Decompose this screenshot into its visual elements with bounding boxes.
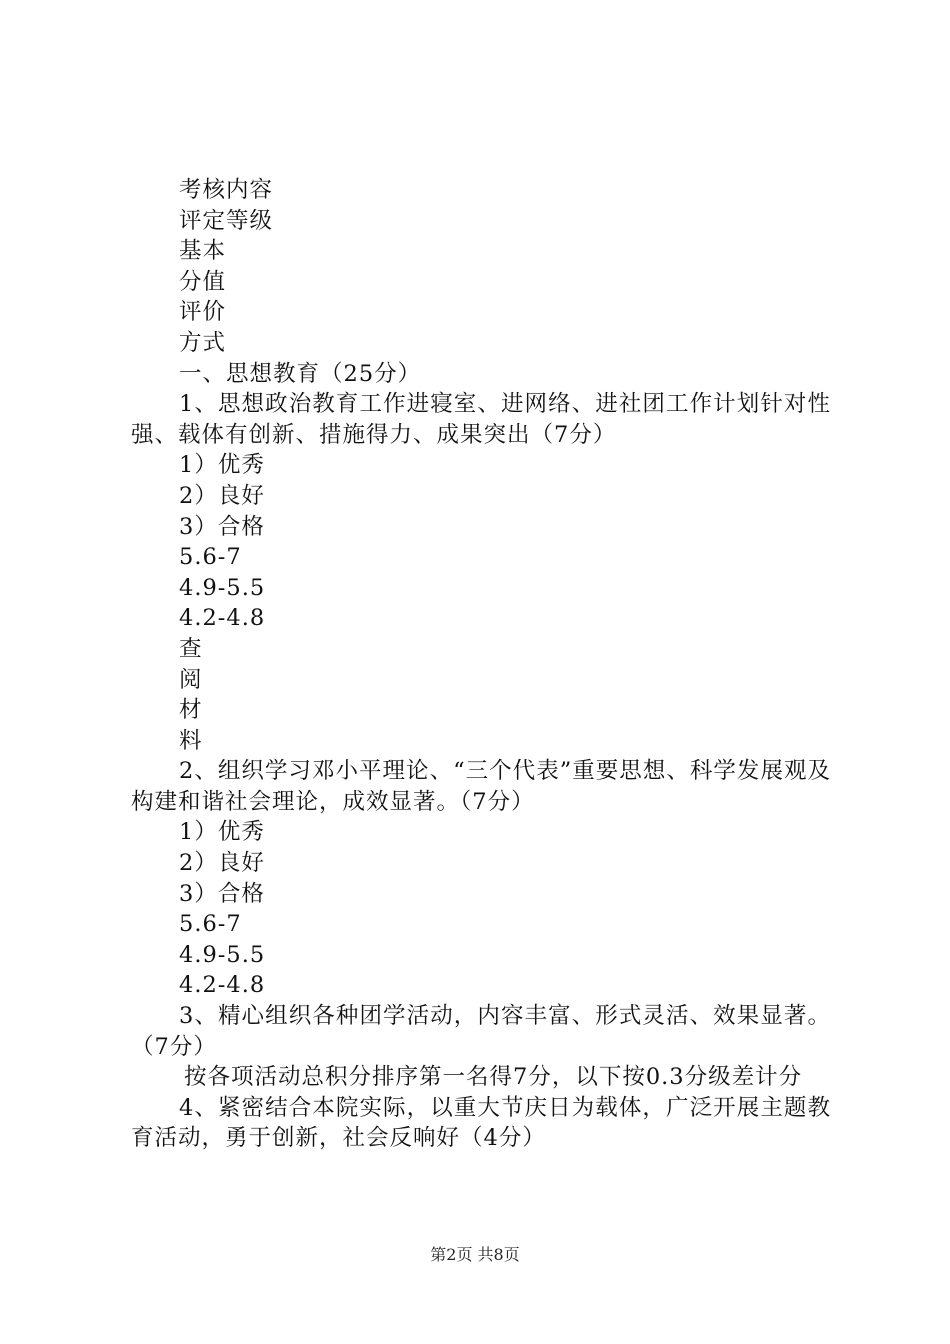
method-char-3: 材 (179, 697, 203, 724)
item-2-text: 2、组织学习邓小平理论、“三个代表”重要思想、科学发展观及构建和谐社会理论，成效显著。（7分） (131, 758, 831, 815)
item-2-score-good: 4.9-5.5 (179, 941, 266, 968)
document-body (131, 175, 831, 1154)
item-2-grade-excellent: 1）优秀 (179, 819, 265, 846)
header-score: 分值 (179, 268, 227, 295)
header-assessment-content: 考核内容 (179, 177, 274, 203)
header-method: 方式 (179, 329, 227, 356)
header-basic: 基本 (179, 238, 227, 265)
item-1-score-pass: 4.2-4.8 (179, 605, 266, 632)
page-footer: 第2页 共8页 (430, 1245, 520, 1264)
item-3-text: 3、精心组织各种团学活动，内容丰富、形式灵活、效果显著。（7分） (131, 1003, 831, 1060)
section-heading: 一、思想教育（25分） (179, 360, 422, 387)
method-char-4: 料 (179, 727, 203, 754)
header-evaluation: 评价 (179, 299, 227, 326)
item-3-scoring-rule: 按各项活动总积分排序第一名得7分，以下按0.3分级差计分 (184, 1064, 803, 1091)
item-1-score-excellent: 5.6-7 (179, 544, 242, 571)
item-1-text: 1、思想政治教育工作进寝室、进网络、进社团工作计划针对性强、载体有创新、措施得力、成果突出（7分） (131, 391, 831, 448)
item-1-grade-excellent: 1）优秀 (179, 452, 265, 479)
item-2-grade-good: 2）良好 (179, 850, 265, 877)
method-char-1: 查 (179, 635, 203, 662)
item-2-grade-pass: 3）合格 (179, 880, 265, 907)
item-2-score-excellent: 5.6-7 (179, 911, 242, 938)
item-1-grade-pass: 3）合格 (179, 513, 265, 540)
item-1-score-good: 4.9-5.5 (179, 574, 266, 601)
method-char-2: 阅 (179, 666, 203, 693)
item-1-grade-good: 2）良好 (179, 482, 265, 509)
item-2-score-pass: 4.2-4.8 (179, 972, 266, 999)
item-4-text: 4、紧密结合本院实际，以重大节庆日为载体，广泛开展主题教育活动，勇于创新，社会反响好（4分） (131, 1094, 831, 1152)
header-rating-level: 评定等级 (179, 207, 274, 234)
